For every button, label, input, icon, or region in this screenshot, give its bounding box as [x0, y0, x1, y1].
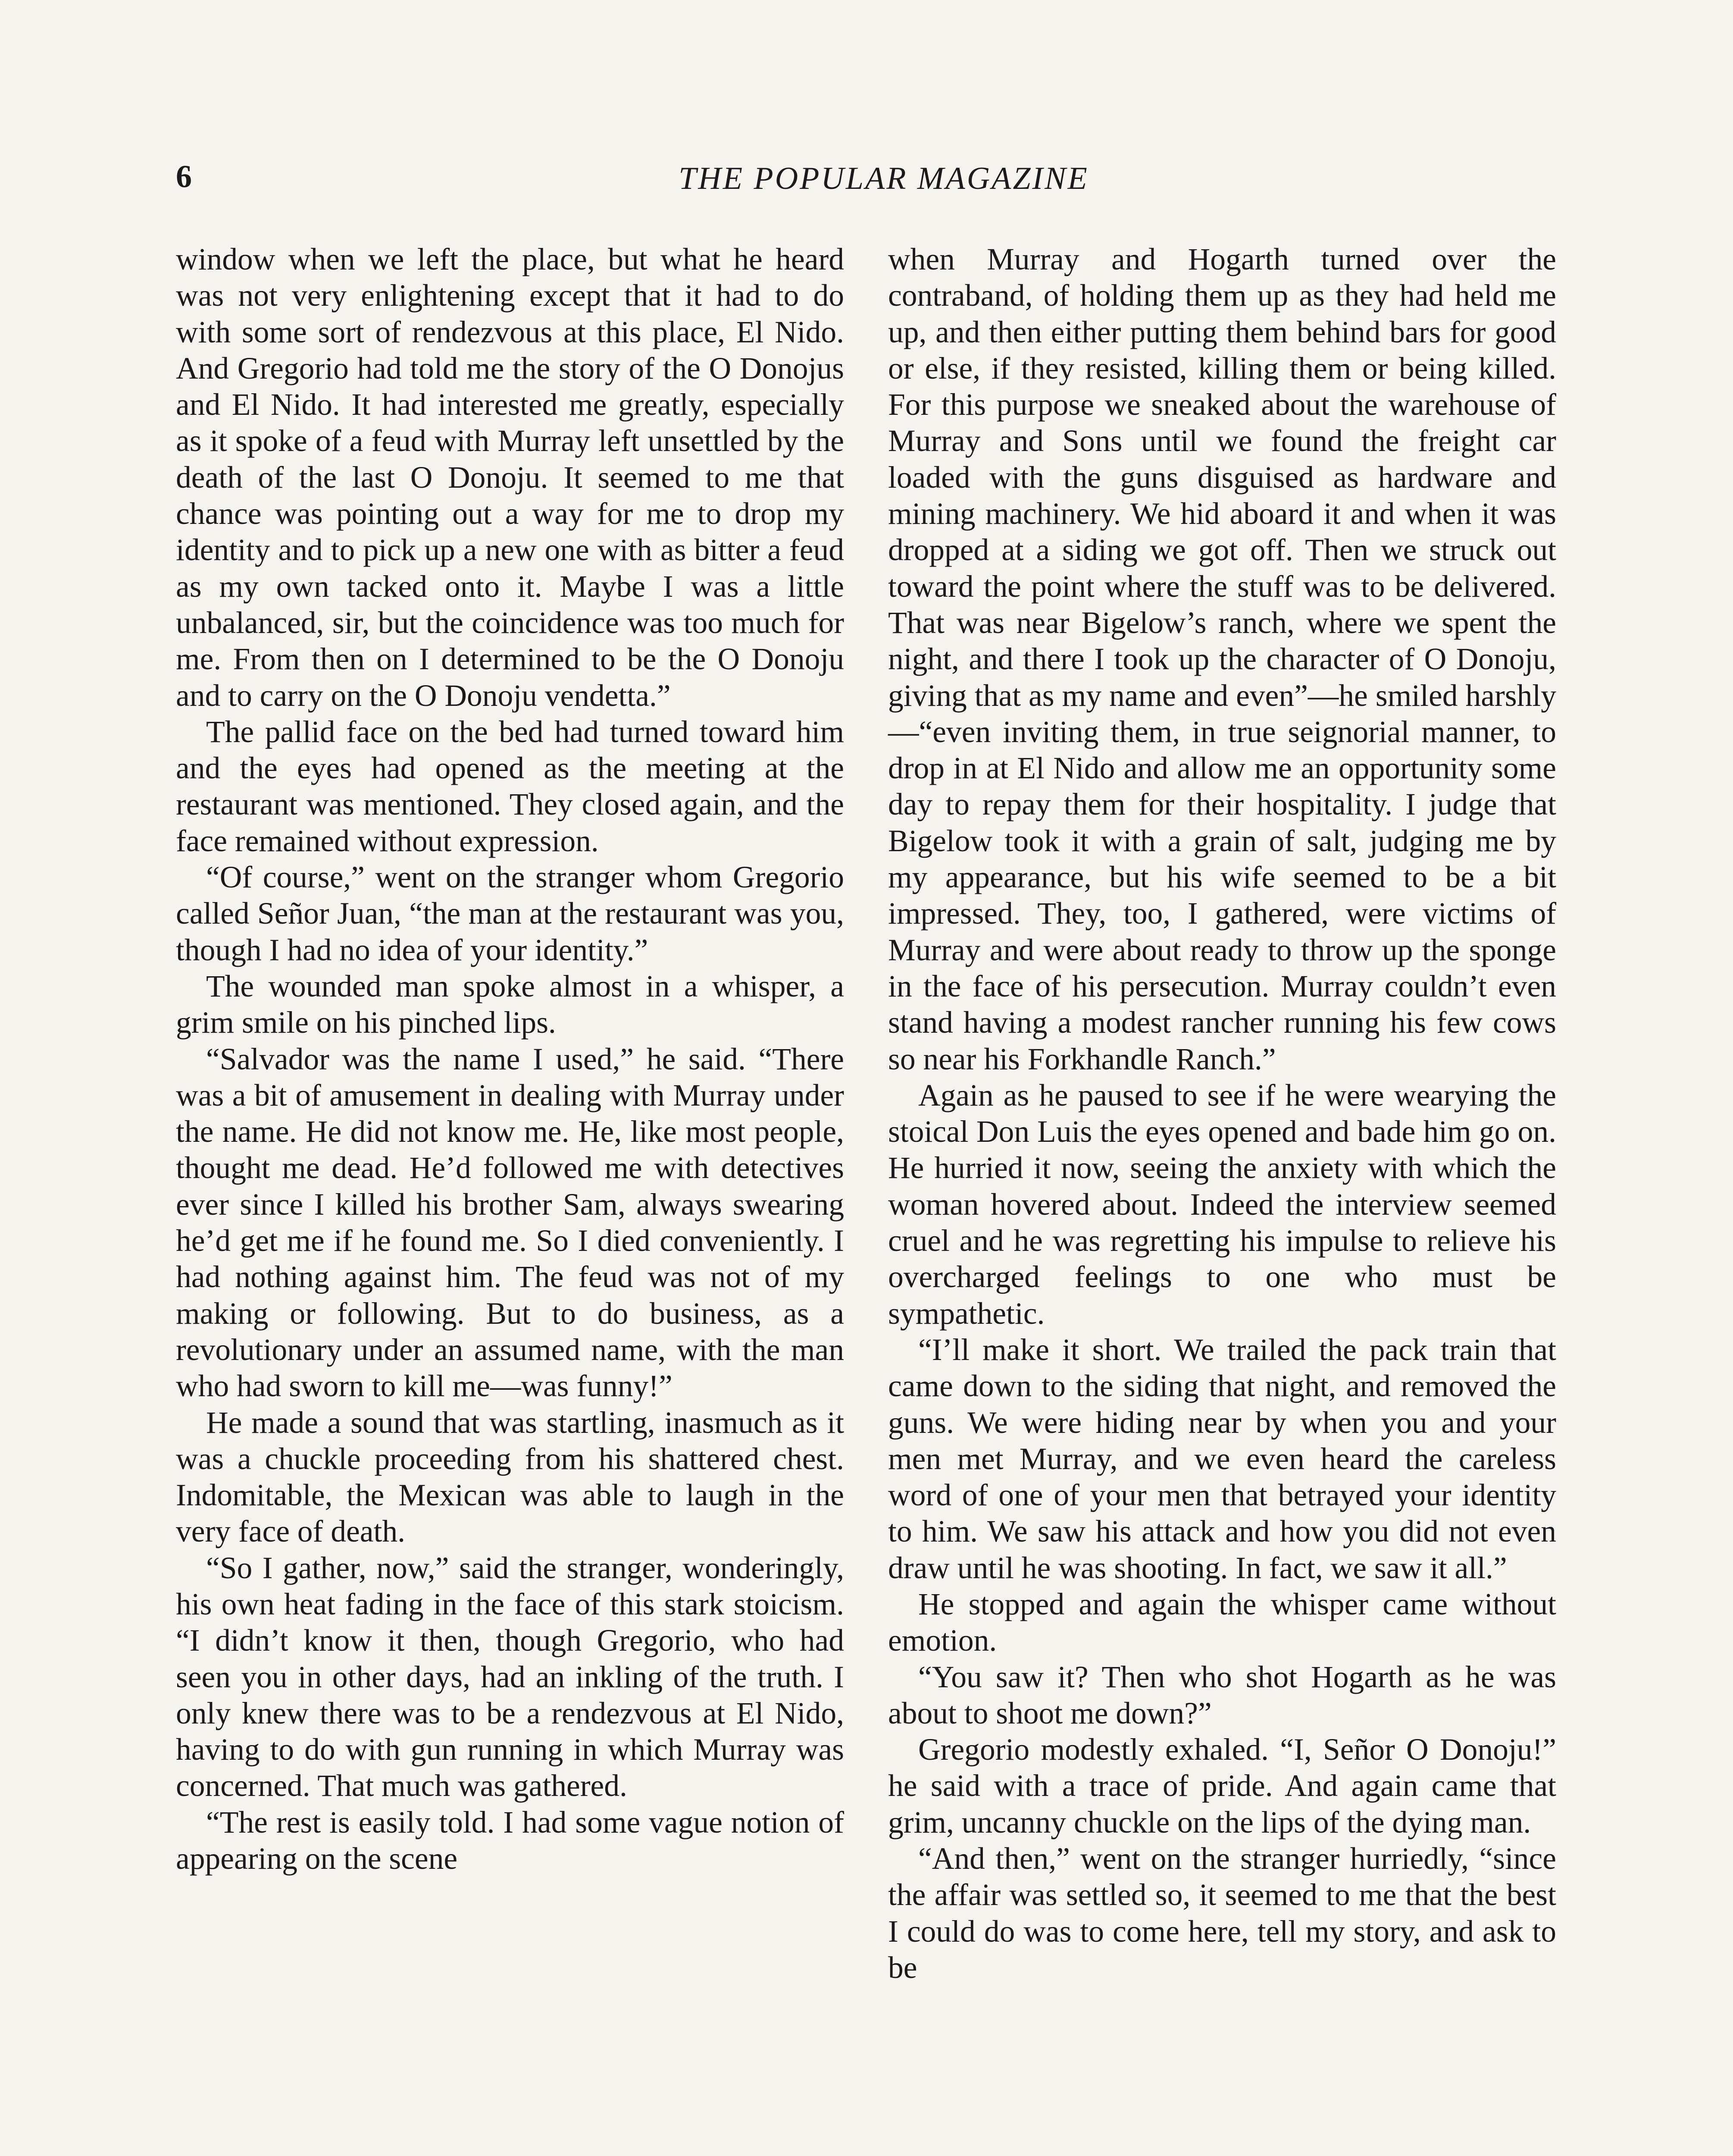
paragraph: “And then,” went on the stranger hurriedly, “since the affair was settled so, it seemed to me that the best I could do was to come here, tell my story, and ask to be — [888, 1842, 1556, 1985]
paragraph: He stopped and again the whisper came without emotion. — [888, 1587, 1556, 1658]
paragraph: “Of course,” went on the stranger whom Gregorio called Señor Juan, “the man at the restaurant was you, though I had no idea of your identity.” — [176, 860, 844, 967]
paragraph: He made a sound that was startling, inasmuch as it was a chuckle proceeding from his shattered chest. Indomitable, the Mexican was able to laugh in the very face of death. — [176, 1405, 844, 1549]
paragraph: “Salvador was the name I used,” he said. “There was a bit of amusement in dealing with Murray under the name. He did not know me. He, like most people, thought me dead. He’d followed me with detectives ever since I killed his brother Sam, always swearing he’d get me if he found me. So I died conveniently. I had nothing against him. The feud was not of my making or following. But to do business, as a revolutionary under an assumed name, with the man who had sworn to kill me—was funny!” — [176, 1042, 844, 1404]
paragraph: “You saw it? Then who shot Hogarth as he was about to shoot me down?” — [888, 1660, 1556, 1730]
paragraph: window when we left the place, but what he heard was not very enlightening except that it had to do with some sort of rendezvous at this place, El Nido. And Gregorio had told me the story of the O Donojus and El Nido. It had interested me greatly, especially as it spoke of a feud with Murray left unsettled by the death of the last O Donoju. It seemed to me that chance was pointing out a way for me to drop my identity and to pick up a new one with as bitter a feud as my own tacked onto it. Maybe I was a little unbalanced, sir, but the coincidence was too much for me. From then on I determined to be the O Donoju and to carry on the O Donoju vendetta.” — [176, 242, 844, 713]
paragraph: “I’ll make it short. We trailed the pack train that came down to the siding that night, and removed the guns. We were hiding near by when you and your men met Murray, and we even heard the careless word of one of your men that betrayed your identity to him. We saw his attack and how you did not even draw until he was shooting. In fact, we saw it all.” — [888, 1332, 1556, 1585]
paragraph: The pallid face on the bed had turned toward him and the eyes had opened as the meeting at the restaurant was mentioned. They closed again, and the face remained without expression. — [176, 714, 844, 858]
paragraph: “So I gather, now,” said the stranger, wonderingly, his own heat fading in the face of this stark stoicism. “I didn’t know it then, though Gregorio, who had seen you in other days, had an inkling of the truth. I only knew there was to be a rendezvous at El Nido, having to do with gun running in which Murray was concerned. That much was gathered. — [176, 1551, 844, 1803]
page-number: 6 — [176, 159, 192, 194]
left-column — [176, 241, 844, 1877]
paragraph: Again as he paused to see if he were wearying the stoical Don Luis the eyes opened and bade him go on. He hurried it now, seeing the anxiety with which the woman hovered about. Indeed the interview seemed cruel and he was regretting his impulse to relieve his overcharged feelings to one who must be sympathetic. — [888, 1078, 1556, 1331]
paragraph: Gregorio modestly exhaled. “I, Señor O Donoju!” he said with a trace of pride. And again came that grim, uncanny chuckle on the lips of the dying man. — [888, 1733, 1556, 1839]
right-column — [888, 241, 1556, 1986]
paragraph: The wounded man spoke almost in a whisper, a grim smile on his pinched lips. — [176, 969, 844, 1040]
paragraph: when Murray and Hogarth turned over the contraband, of holding them up as they had held me up, and then either putting them behind bars for good or else, if they resisted, killing them or being killed. For this purpose we sneaked about the warehouse of Murray and Sons until we found the freight car loaded with the guns disguised as hardware and mining machinery. We hid aboard it and when it was dropped at a siding we got off. Then we struck out toward the point where the stuff was to be delivered. That was near Bigelow’s ranch, where we spent the night, and there I took up the character of O Donoju, giving that as my name and even”—he smiled harshly—“even inviting them, in true seignorial manner, to drop in at El Nido and allow me an opportunity some day to repay them for their hospitality. I judge that Bigelow took it with a grain of salt, judging me by my appearance, but his wife seemed to be a bit impressed. They, too, I gathered, were victims of Murray and were about ready to throw up the sponge in the face of his persecution. Murray couldn’t even stand having a modest rancher running his few cows so near his Forkhandle Ranch.” — [888, 242, 1556, 1076]
running-head: THE POPULAR MAGAZINE — [679, 161, 1089, 196]
paragraph: “The rest is easily told. I had some vague notion of appearing on the scene — [176, 1805, 844, 1876]
